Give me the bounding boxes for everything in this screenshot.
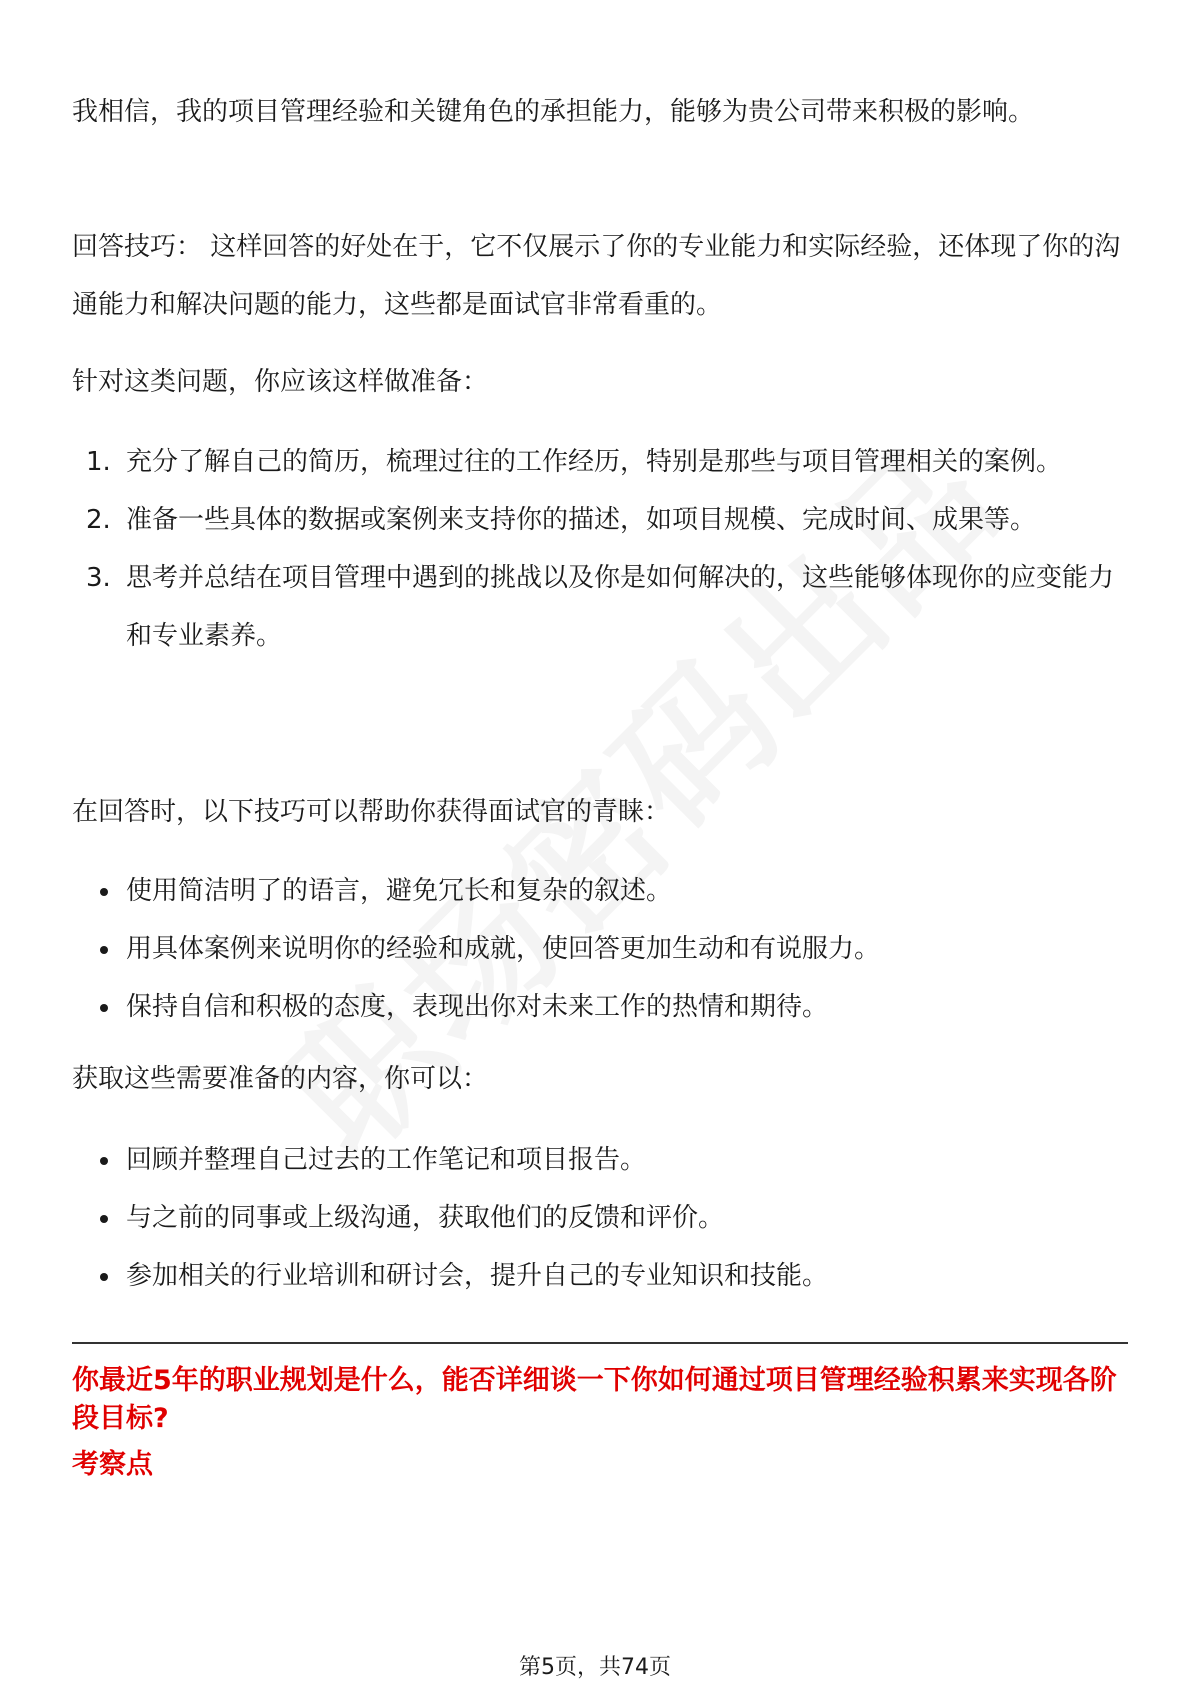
list-item [72, 549, 1128, 665]
list-item-text: 使用简洁明了的语言，避免冗长和复杂的叙述。 [126, 876, 673, 906]
bullet-icon [100, 1157, 108, 1165]
list-item [72, 920, 1128, 978]
list-item [72, 491, 1128, 549]
section-label: 考察点 [72, 1449, 153, 1480]
list-item [72, 1189, 1128, 1247]
paragraph-acquire-intro: 获取这些需要准备的内容，你可以： [72, 1064, 489, 1094]
list-item-text: 充分了解自己的简历，梳理过往的工作经历，特别是那些与项目管理相关的案例。 [126, 447, 1063, 477]
list-number: 3. [86, 563, 111, 593]
tips-bullet-list [72, 862, 1128, 1036]
list-item-text: 用具体案例来说明你的经验和成就，使回答更加生动和有说服力。 [126, 934, 881, 964]
list-item-text: 保持自信和积极的态度，表现出你对未来工作的热情和期待。 [126, 992, 829, 1022]
bullet-icon [100, 946, 108, 954]
list-item-text: 参加相关的行业培训和研讨会，提升自己的专业知识和技能。 [126, 1261, 829, 1291]
list-item-text: 回顾并整理自己过去的工作笔记和项目报告。 [126, 1145, 647, 1175]
bullet-icon [100, 1273, 108, 1281]
paragraph-tips-intro: 在回答时，以下技巧可以帮助你获得面试官的青睐： [72, 797, 671, 827]
paragraph-prep-intro: 针对这类问题，你应该这样做准备： [72, 367, 489, 397]
page-footer: 第5页，共74页 [519, 1655, 671, 1680]
bullet-icon [100, 888, 108, 896]
list-number: 1. [86, 447, 111, 477]
list-item-text: 准备一些具体的数据或案例来支持你的描述，如项目规模、完成时间、成果等。 [126, 505, 1037, 535]
question-heading: 你最近5年的职业规划是什么，能否详细谈一下你如何通过项目管理经验积累来实现各阶段目标? [72, 1365, 1117, 1434]
prep-bullet-list [72, 1131, 1128, 1305]
list-number: 2. [86, 505, 111, 535]
list-item [72, 1247, 1128, 1305]
paragraph-conclusion: 我相信，我的项目管理经验和关键角色的承担能力，能够为贵公司带来积极的影响。 [72, 97, 1035, 127]
list-item [72, 978, 1128, 1036]
prep-ordered-list [72, 433, 1128, 665]
list-item [72, 433, 1128, 491]
list-item [72, 1131, 1128, 1189]
paragraph-answer-tips: 回答技巧： 这样回答的好处在于，它不仅展示了你的专业能力和实际经验，还体现了你的沟通能力和解决问题的能力，这些都是面试官非常看重的。 [72, 232, 1121, 320]
bullet-icon [100, 1215, 108, 1223]
list-item-text: 与之前的同事或上级沟通，获取他们的反馈和评价。 [126, 1203, 725, 1233]
list-item [72, 862, 1128, 920]
list-item-text: 思考并总结在项目管理中遇到的挑战以及你是如何解决的，这些能够体现你的应变能力和专业素养。 [126, 563, 1115, 651]
section-divider [72, 1342, 1128, 1344]
bullet-icon [100, 1004, 108, 1012]
